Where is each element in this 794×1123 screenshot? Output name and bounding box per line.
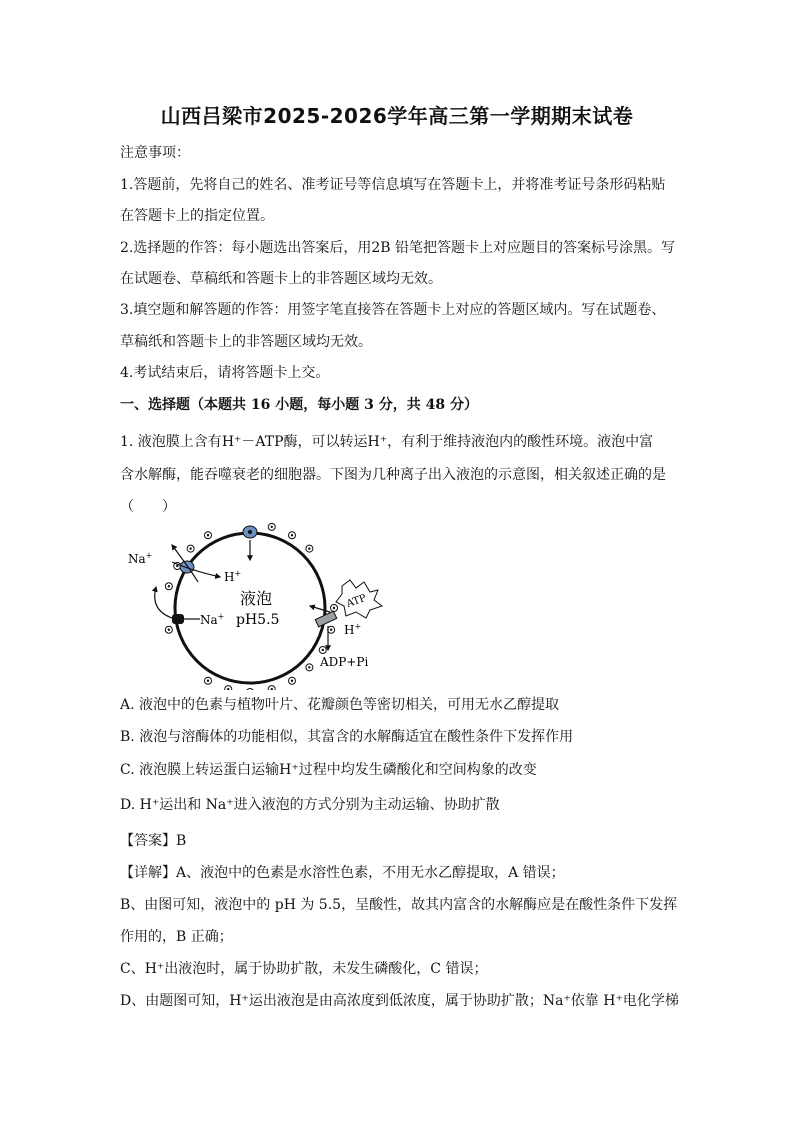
membrane-dot-core bbox=[291, 534, 293, 536]
question-stem-part-a: 1. 液泡膜上含有 bbox=[120, 434, 222, 450]
membrane-dot-core bbox=[308, 547, 310, 549]
question-stem-line-3: （ ） bbox=[120, 499, 176, 515]
notice-line-5: 3.填空题和解答题的作答：用签字笔直接答在答题卡上对应的答题区域内。写在试题卷、 bbox=[120, 302, 666, 318]
option-c: C. 液泡膜上转运蛋白运输H⁺过程中均发生磷酸化和空间构象的改变 bbox=[120, 762, 537, 778]
answer-label: 【答案】 bbox=[120, 833, 176, 849]
top-channel-core bbox=[248, 530, 252, 534]
notice-line-2: 在答题卡上的指定位置。 bbox=[120, 208, 274, 224]
notice-line-6: 草稿纸和答题卡上的非答题区域均无效。 bbox=[120, 334, 372, 350]
ph-label: pH5.5 bbox=[236, 612, 280, 628]
section-heading: 一、选择题（本题共 16 小题，每小题 3 分，共 48 分） bbox=[120, 397, 478, 413]
detail-line-3: 作用的，B 正确； bbox=[120, 929, 233, 945]
detail-label: 【详解】 bbox=[120, 865, 176, 881]
membrane-dot-core bbox=[333, 607, 335, 609]
page-title: 山西吕梁市2025-2026学年高三第一学期期末试卷 bbox=[160, 104, 634, 128]
membrane-dot-core bbox=[207, 534, 209, 536]
vacuole-label: 液泡 bbox=[240, 589, 273, 608]
pump-h-arrow bbox=[310, 606, 330, 612]
membrane-dot-core bbox=[322, 649, 324, 651]
detail-line-4: C、H⁺出液泡时，属于协助扩散，未发生磷酸化，C 错误； bbox=[120, 961, 488, 977]
membrane-dot-core bbox=[308, 666, 310, 668]
membrane-dot bbox=[247, 689, 254, 691]
detail-line-5: D、由题图可知，H⁺运出液泡是由高浓度到低浓度，属于协助扩散；Na⁺依靠 H⁺电化学梯 bbox=[120, 993, 679, 1009]
question-stem-enzyme: H⁺－ATP bbox=[221, 434, 284, 450]
notice-line-7: 4.考试结束后，请将答题卡上交。 bbox=[120, 365, 330, 381]
notice-heading: 注意事项： bbox=[120, 145, 190, 161]
membrane-dot-core bbox=[291, 680, 293, 682]
option-b: B. 液泡与溶酶体的功能相似，其富含的水解酶适宜在酸性条件下发挥作用 bbox=[120, 729, 574, 745]
option-d: D. H⁺运出和 Na⁺进入液泡的方式分别为主动运输、协助扩散 bbox=[120, 797, 500, 813]
question-stem-part-b: 酶，可以转运 bbox=[283, 434, 368, 450]
answer-line bbox=[120, 831, 680, 851]
question-stem-line-2: 含水解酶，能吞噬衰老的细胞器。下图为几种离子出入液泡的示意图，相关叙述正确的是 bbox=[120, 467, 666, 483]
membrane-dot-core bbox=[189, 547, 191, 549]
label-na-in: Na+ bbox=[200, 612, 225, 627]
membrane-dot-core bbox=[168, 629, 170, 631]
vacuole-diagram bbox=[120, 520, 390, 690]
question-stem-line-1 bbox=[120, 432, 680, 452]
membrane-dot-core bbox=[330, 629, 332, 631]
membrane-dot-core bbox=[271, 526, 273, 528]
detail-line-1 bbox=[120, 863, 680, 883]
na-channel-out-arrow bbox=[155, 587, 172, 618]
question-stem-part-c: ，有利于维持液泡内的酸性环境。液泡中富 bbox=[387, 434, 654, 450]
detail-text-1: A、液泡中的色素是水溶性色素，不用无水乙醇提取，A 错误； bbox=[176, 865, 565, 881]
na-channel bbox=[172, 614, 184, 624]
label-adp-pi: ADP+Pi bbox=[320, 655, 369, 669]
label-h-pump: H+ bbox=[344, 622, 362, 637]
label-h-in: H+ bbox=[224, 569, 242, 584]
notice-line-4: 在试题卷、草稿纸和答题卡上的非答题区域均无效。 bbox=[120, 271, 442, 287]
na-h-antiporter bbox=[180, 561, 194, 573]
detail-line-2: B、由图可知，液泡中的 pH 为 5.5，呈酸性，故其内富含的水解酶应是在酸性条件下发挥 bbox=[120, 897, 678, 913]
answer-value: B bbox=[176, 833, 187, 849]
question-stem-ion: H⁺ bbox=[367, 434, 388, 450]
notice-line-1: 1.答题前，先将自己的姓名、准考证号等信息填写在答题卡上，并将准考证号条形码粘贴 bbox=[120, 177, 666, 193]
label-na-out: Na+ bbox=[128, 551, 153, 566]
label-atp: ATP bbox=[345, 592, 368, 610]
notice-line-3: 2.选择题的作答：每小题选出答案后，用2B 铅笔把答题卡上对应题目的答案标号涂黑。写 bbox=[120, 240, 676, 256]
membrane-dot-core bbox=[207, 680, 209, 682]
membrane-dot-core bbox=[168, 585, 170, 587]
option-a: A. 液泡中的色素与植物叶片、花瓣颜色等密切相关，可用无水乙醇提取 bbox=[120, 697, 560, 713]
